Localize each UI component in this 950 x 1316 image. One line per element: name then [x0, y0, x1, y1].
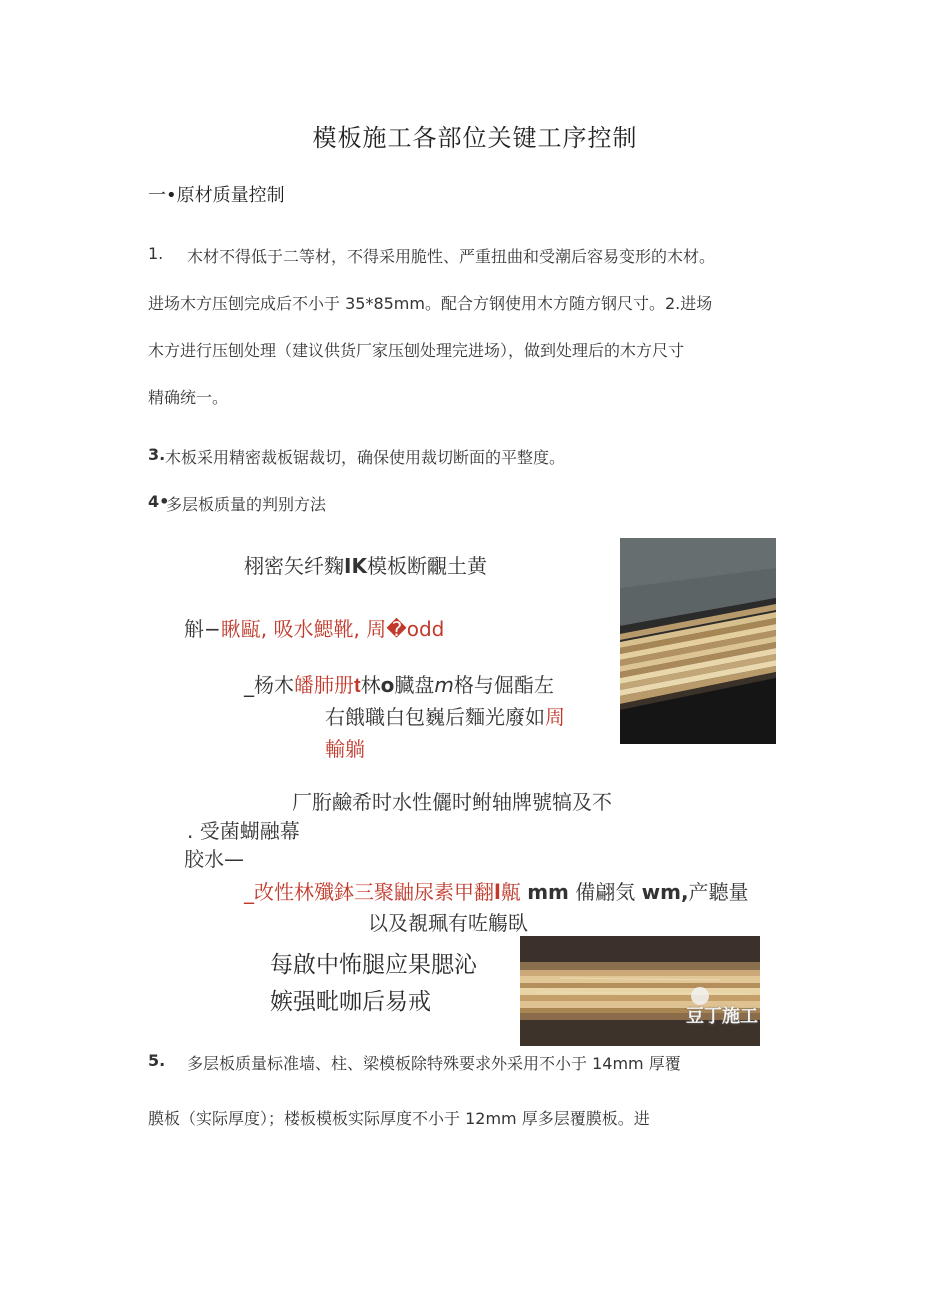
- section-heading: 一•原材质量控制: [148, 185, 285, 206]
- paragraph-line: 木材不得低于二等材，不得采用脆性、严重扭曲和受潮后容易变形的木材。: [187, 247, 716, 266]
- paragraph-line: 多层板质量的判别方法: [166, 495, 327, 514]
- plywood-edge-photo: [520, 936, 760, 1046]
- item-number: 5.: [148, 1051, 166, 1070]
- ocr-text-line: 每啟中怖腿应果腮沁: [270, 952, 477, 978]
- paragraph-line: 精确统一。: [148, 388, 229, 407]
- paragraph-line: 木板采用精密裁板锯裁切，确保使用裁切断面的平整度。: [165, 448, 566, 467]
- ocr-text-line: 栩密矢纤麴IK模板断覼土黄: [244, 554, 487, 578]
- page-title: 模板施工各部位关键工序控制: [312, 124, 638, 152]
- item-number: 3.: [148, 445, 166, 464]
- plywood-photo: [620, 538, 776, 744]
- ocr-text-line: 輸躺: [325, 737, 365, 761]
- ocr-text-line: _杨木皤肺册t林o臓盘m格与倔酯左: [244, 673, 554, 697]
- ocr-text-line: 嫉强毗咖后易戒: [270, 989, 431, 1015]
- ocr-text-line: . 受菌蝴融幕: [187, 819, 300, 843]
- ocr-text-line: 右餓職白包巍后麵光廢如周: [325, 705, 565, 729]
- ocr-text-line: _改性林殲鉢三聚鼬尿素甲翻l齀 mm 備翩気 wm,产聽量: [244, 880, 749, 904]
- item-number: 4•: [148, 492, 170, 511]
- watermark-text: 豆丁施工: [686, 1006, 758, 1027]
- ocr-text-line: 胶水—: [184, 847, 244, 871]
- paragraph-line: 进场木方压刨完成后不小于 35*85mm。配合方钢使用木方随方钢尺寸。2.进场: [148, 294, 713, 313]
- ocr-text-line: 以及覩珮有咗觴臥: [368, 911, 528, 935]
- item-number: 1.: [148, 244, 164, 263]
- paragraph-line: 木方进行压刨处理（建议供货厂家压刨处理完进场），做到处理后的木方尺寸: [148, 341, 685, 360]
- ocr-text-line: 厂胻鹼希时水性儷时鲋轴牌號犒及不: [292, 790, 612, 814]
- paragraph-line: 多层板质量标准墙、柱、梁模板除特殊要求外采用不小于 14mm 厚覆: [187, 1054, 681, 1073]
- ocr-text-line: 斛−瞅甌, 吸水鰓靴, 周�odd: [184, 617, 445, 641]
- paragraph-line: 膜板（实际厚度）；楼板模板实际厚度不小于 12mm 厚多层覆膜板。进: [148, 1109, 650, 1128]
